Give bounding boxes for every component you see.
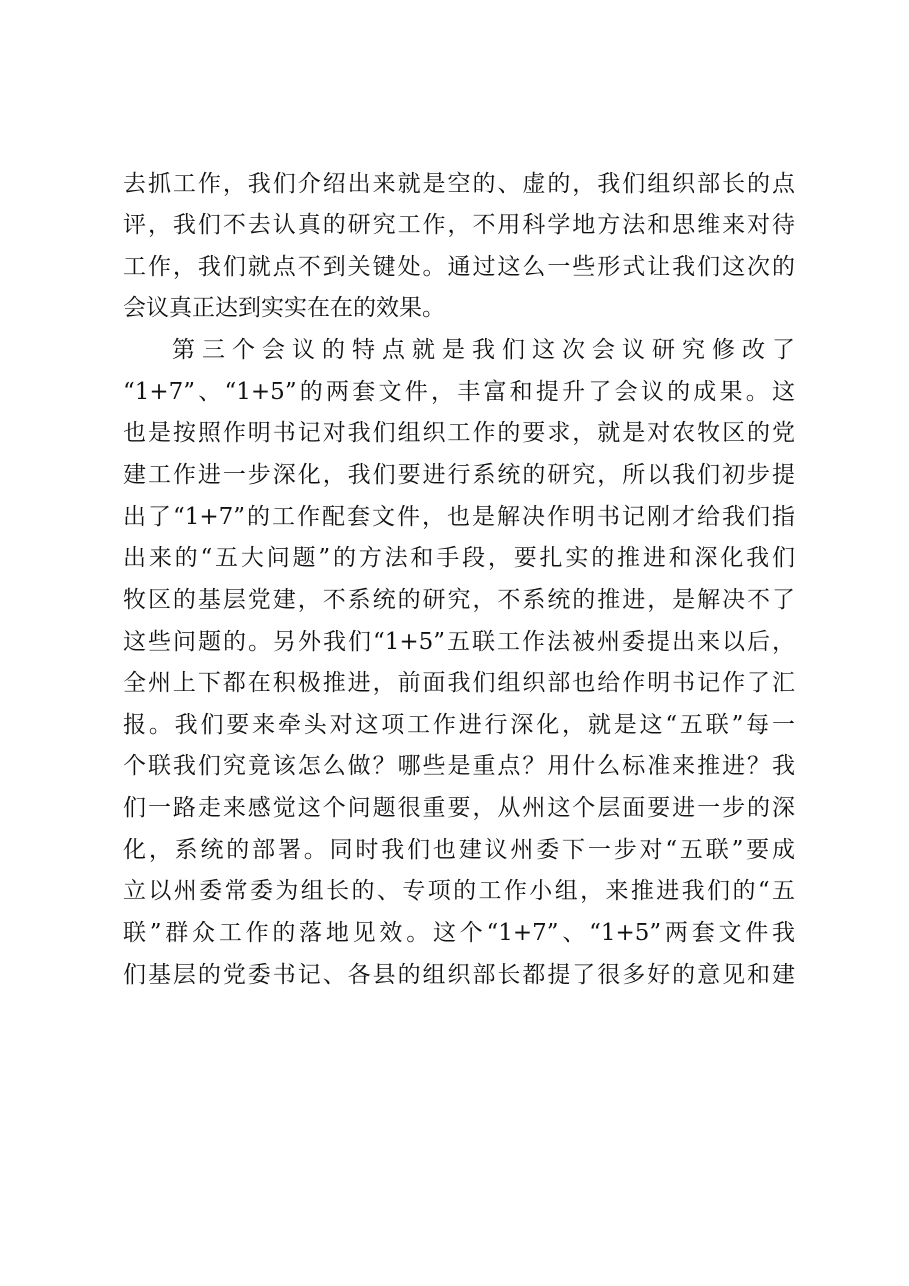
text-line: 们一路走来感觉这个问题很重要，从州这个层面要进一步的深 bbox=[123, 795, 795, 821]
paragraph-first-line: 第三个会议的特点就是我们这次会议研究修改了 bbox=[172, 337, 795, 363]
text-line: 也是按照作明书记对我们组织工作的要求，就是对农牧区的党 bbox=[123, 420, 795, 446]
text-line: “1+7”、“1+5”的两套文件，丰富和提升了会议的成果。这 bbox=[123, 379, 795, 405]
text-line: 工作，我们就点不到关键处。通过这么一些形式让我们这次的 bbox=[123, 254, 795, 280]
text-line: 化，系统的部署。同时我们也建议州委下一步对“五联”要成 bbox=[123, 837, 795, 863]
text-line: 评，我们不去认真的研究工作，不用科学地方法和思维来对待 bbox=[123, 212, 795, 238]
text-line: 去抓工作，我们介绍出来就是空的、虚的，我们组织部长的点 bbox=[123, 171, 795, 197]
text-line: 个联我们究竟该怎么做？哪些是重点？用什么标准来推进？我 bbox=[123, 753, 795, 779]
text-line: 全州上下都在积极推进，前面我们组织部也给作明书记作了汇 bbox=[123, 670, 795, 696]
text-line: 牧区的基层党建，不系统的研究，不系统的推进，是解决不了 bbox=[123, 587, 795, 613]
text-line: 出来的“五大问题”的方法和手段，要扎实的推进和深化我们 bbox=[123, 545, 795, 571]
text-line: 们基层的党委书记、各县的组织部长都提了很多好的意见和建 bbox=[123, 962, 795, 988]
text-line: 立以州委常委为组长的、专项的工作小组，来推进我们的“五 bbox=[123, 878, 795, 904]
text-line: 会议真正达到实实在在的效果。 bbox=[123, 295, 445, 321]
text-line: 建工作进一步深化，我们要进行系统的研究，所以我们初步提 bbox=[123, 462, 795, 488]
text-line: 联”群众工作的落地见效。这个“1+7”、“1+5”两套文件我 bbox=[123, 920, 795, 946]
text-line: 出了“1+7”的工作配套文件，也是解决作明书记刚才给我们指 bbox=[123, 504, 795, 530]
text-line: 报。我们要来牵头对这项工作进行深化，就是这“五联”每一 bbox=[123, 712, 795, 738]
text-line: 这些问题的。另外我们“1+5”五联工作法被州委提出来以后， bbox=[123, 629, 795, 655]
